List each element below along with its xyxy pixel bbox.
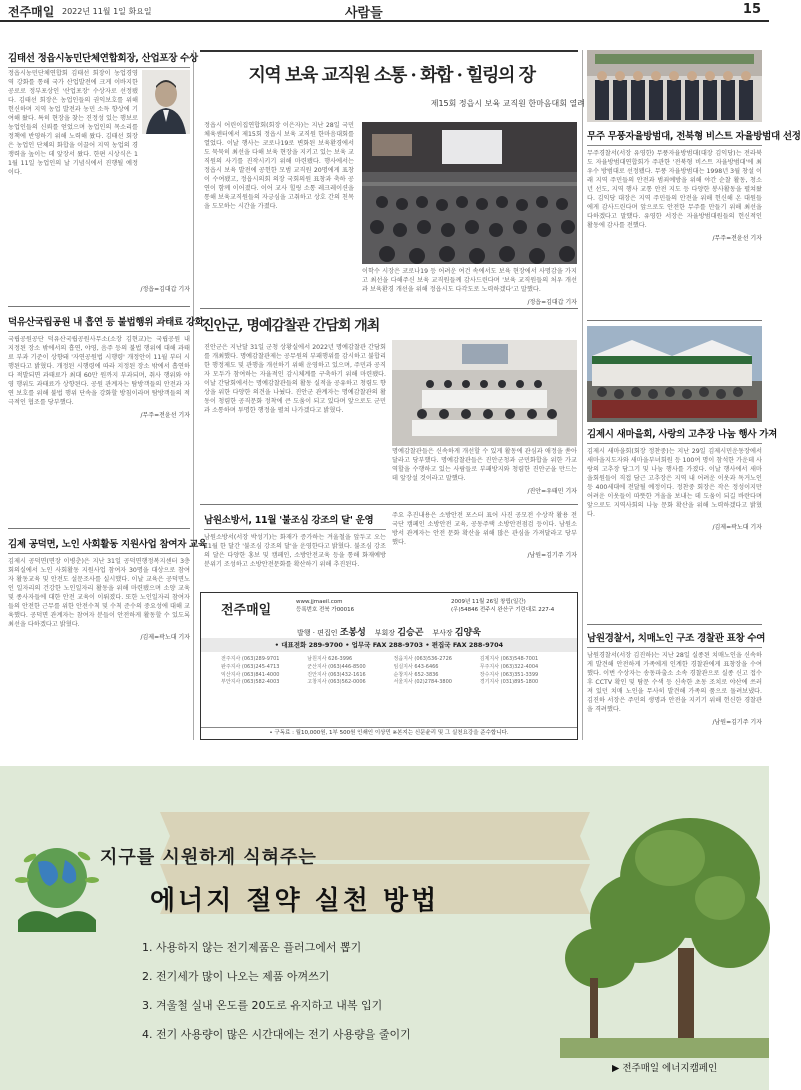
article-headline: 덕유산국립공원 내 흡연 등 불법행위 과태료 강화 <box>8 314 190 332</box>
portrait-photo <box>142 70 190 134</box>
page-number: 15 <box>742 2 761 17</box>
article-headline: 김태선 정읍시농민단체연합회장, 산업포장 수상 <box>8 50 190 68</box>
article-muju <box>587 128 801 318</box>
article-body: 국립공원공단 덕유산국립공원사무소(소장 김현교)는 국립공원 내 지정된 장소 밖에서의 흡연, 야영, 음주 등의 불법 행위에 대해 과태료 부과 기준이 상향돼 '자연공원법 시행령' 개정안이 11월 부터 시행된다고 밝혔다. 개정된 시행령에 따라 지정된 장소 밖에서 흡연하다 적발되면 과태료가 최대 60만 원까지 부과되며, 취사 행위와 야영 행위도 과태료가 상향된다. 공원 관계자는 탐방객들의 안전과 자연 보호를 위해 불법 행위 단속을 강화할 방침이라며 탐방객들의 적극적인 협조를 당부했다. <box>8 336 190 406</box>
bureau-entry: 임실지사 643-6466 <box>393 663 439 670</box>
bureau-entry: 경기지사 (031)895-1800 <box>479 679 539 686</box>
divider <box>587 320 762 321</box>
article-gimje <box>8 536 207 740</box>
feature-title: 지역 보육 교직원 소통 · 화합 · 힐링의 장 <box>248 65 535 86</box>
ad-top-band <box>0 748 769 766</box>
bureau-entry: 김제지사 (063)548-7001 <box>479 656 539 662</box>
article-byline: /김제=곽노대 기자 <box>140 633 190 641</box>
teacher-text-left <box>204 122 354 300</box>
bureau-entry: 서울지사 (02)2784-3800 <box>393 679 452 686</box>
jinan-text-right <box>392 448 577 496</box>
bureau-entry: 부안지사 (063)582-4003 <box>221 679 280 686</box>
article-body: 이학수 시장은 코로나19 등 어려운 여건 속에서도 보육 현장에서 사명감을 가지고 최선을 다해주신 보육 교직원들께 감사드린다며 '보육 교직원들의 처우 개선과 보육환경 개선을 위해 정읍시도 다각도로 노력하겠다'고 말했다. <box>362 268 577 293</box>
staff-role: 부사장 <box>432 629 453 637</box>
bureau-entry: 익산지사 (063)841-4000 <box>221 671 280 678</box>
masthead-reg: 등록번호 전북 가00016 <box>296 607 355 614</box>
kim-award-text <box>8 70 138 290</box>
article-byline: /정읍=김대갑 기자 <box>527 298 577 306</box>
outdoor-tent-image <box>587 326 762 422</box>
article-saemaeul <box>587 426 778 616</box>
article-body: 남원경찰서(서장 김진하)는 지난 28일 실종된 치매노인을 신속하게 발견해 안전하게 가족에게 인계한 경찰관에게 표창장을 수여했다. 이번 수상자는 송동파출소 소속 경찰관으로 실종 신고 접수 후 CCTV 확인 및 탐문 수색 등 신속한 초동 조치로 야산에 쓰러져 있던 치매 노인을 무사히 발견해 가족의 품으로 돌려보냈다. 김진하 서장은 주민의 생명과 안전을 지키기 위해 헌신한 경찰관을 격려했다. <box>587 652 762 713</box>
divider <box>587 624 762 625</box>
article-headline: 김제 공덕면, 노인 사회활동 지원사업 참여자 교육 <box>8 536 190 554</box>
meeting-room-image <box>392 340 577 446</box>
article-body: 진안군은 지난달 31일 군청 상황실에서 2022년 명예감찰관 간담회를 개최했다. 명예감찰관제는 공무원의 부패행위를 감시하고 불합리한 행정제도 및 관행을 개선하기 위해 운영하고 있으며, 주민과 공직자 모두가 참여하는 자율적인 감시체계를 구축하기 위해 마련됐다. 이날 간담회에서는 명예감찰관들의 활동 실적을 공유하고 청렴도 향상을 위한 다양한 의견을 나눴다. 진안군 관계자는 명예감찰관의 활동이 청렴한 공직문화 정착에 큰 도움이 되고 있다며 앞으로도 군민과 소통하며 투명한 행정을 펼쳐 나가겠다고 밝혔다. <box>204 344 386 414</box>
article-byline: /남원=김기주 기자 <box>527 551 577 559</box>
column-divider <box>193 50 194 740</box>
staff-role: 발행 · 편집인 <box>297 629 338 637</box>
bureau-entry: 완주지사 (063)245-4713 <box>221 663 280 670</box>
bureau-entry: 진안지사 (063)432-1616 <box>307 671 366 678</box>
masthead-website: www.jjmaeil.com <box>296 599 343 605</box>
divider <box>200 504 578 505</box>
article-body: 무주경찰서(서장 유영한) 무풍자율방범대(대장 김익당)는 전라북도 자율방범대연합회가 주관한 '전북형 비스트 자율방범대'에 최우수 방범대로 선정됐다. 무풍 자율방범대는 1998년 3월 창설 이래 지역 주민들의 안전과 범죄예방을 위해 야간 순찰 활동, 청소년 선도, 지역 행사 교통 안전 지도 등 다양한 봉사활동을 펼쳐왔다. 김익당 대장은 지역 주민들의 안전을 위해 헌신해 온 대원들에게 감사드린다며 앞으로도 안전한 무주를 만들기 위해 최선을 다하겠다고 말했다. 유영한 서장은 자율방범대원들의 헌신적인 활동에 감사를 전했다. <box>587 150 762 229</box>
muju-group-photo <box>587 50 762 122</box>
saemaeul-event-photo <box>587 326 762 422</box>
article-body: 명예감찰관들은 신속하게 개선할 수 있게 활동에 관심과 애정을 쏟아 달라고 당부했다. 명예감찰관들은 진안군청과 군민화합을 위한 가교역할을 수행하고 있는 사람들로 부패방지와 청렴한 진안군을 만드는 데 앞장설 것이라고 말했다. <box>392 448 577 482</box>
ad-main-title: 에너지 절약 실천 방법 <box>150 886 440 916</box>
divider <box>200 308 578 309</box>
article-namwon-fire <box>204 512 386 590</box>
jinan-text-left <box>204 344 386 494</box>
article-byline: /진안=우태민 기자 <box>527 487 577 495</box>
bureau-entry: 순창지사 652-3836 <box>393 671 439 678</box>
column-divider <box>582 50 583 740</box>
article-byline: /정읍=김대갑 기자 <box>140 286 190 293</box>
article-byline: /김제=곽노대 기자 <box>712 523 762 531</box>
staff-role: 부회장 <box>374 629 396 637</box>
divider <box>8 528 190 529</box>
article-body: 김제시 새마을회(회장 정찬중)는 지난 29일 김제시민운동장에서 새마을지도자와 새마을부녀회원 등 100여 명이 참석한 가운데 사랑의 고추장 담그기 및 나눔 행사를 가졌다. 이날 행사에서 새마을회원들이 직접 담근 고추장은 지역 내 어려운 이웃과 독거노인 등 400세대에 전달될 예정이다. 정찬중 회장은 작은 정성이지만 어려운 이웃들이 따뜻한 겨울을 보내는 데 도움이 되길 바란다며 앞으로도 지역사회의 나눔 문화 확산을 위해 노력하겠다고 밝혔다. <box>587 448 763 518</box>
article-body: 정읍시농민단체연합회 김태선 회장이 농업경영역 강화를 통해 국가 산업발전에 크게 이바지한 공로로 정부포상인 '산업포장' 수상자로 선정됐다. 김태선 회장은 농업인들의 권익보호를 위해 헌신하며 지역 농업 발전과 농민 소득 향상에 기여해 왔다. 특히 현장을 찾는 진정성 있는 행보로 농업인들의 신뢰를 얻었으며 농업인의 목소리를 정책에 반영하기 위해 노력해 왔다. 김태선 회장은 농업인 단체의 화합을 이끌어 지역 농업의 경쟁력을 높이는 데 앞장서 왔다. 한편 시상식은 11월 11일 농업인의 날 기념식에서 진행될 예정이다. <box>8 70 138 176</box>
divider <box>200 50 578 52</box>
bureau-entry: 전주지사 (063)289-9701 <box>221 656 280 662</box>
teacher-text-right <box>362 268 577 304</box>
bureau-entry: 군산지사 (063)446-8500 <box>307 663 366 670</box>
masthead-box <box>200 592 578 740</box>
bureau-entry: 남원지사 626-3996 <box>307 656 353 662</box>
feature-subtitle: 제15회 정읍시 보육 교직원 한마음대회 열려 <box>430 99 585 108</box>
ad-small-title: 지구를 시원하게 식혀주는 <box>100 847 317 868</box>
article-body: 주요 추진내용은 소방안전 포스터 표어 사진 공모전 수상작 활용 전국단 캠페인 소방안전 교육, 공동주택 소방안전점검 등이다. 남원소방서 관계자는 안전 문화 확산을 위해 많은 관심을 가져달라고 당부했다. <box>392 512 577 546</box>
article-body: 김제시 공덕면(면장 이병춘)은 지난 31일 공덕면행정복지센터 3층 회의실에서 노인 사회활동 지원사업 참여자 30명을 대상으로 참여자 활동교육 및 안전도 설문조사를 실시했다. 이날 교육은 공덕면노인 일자리의 건강한 노인일자리 활동을 위해 마련됐으며 소양 교육 및 종사자들에 대한 안전 교육이 이뤄졌다. 또한 노인일자리 참여자들의 안전한 근무를 위한 안전수칙 및 수칙 준수의 중요성에 대해 교육했다. 공덕면 관계자는 참여자 분들이 안전하게 활동할 수 있도록 최선을 다하겠다고 밝혔다. <box>8 558 190 628</box>
bureau-entry: 무주지사 (063)322-4004 <box>479 663 539 670</box>
section-title: 사람들 <box>345 6 383 21</box>
globe-hands-icon <box>10 840 105 940</box>
article-headline: 김제시 새마을회, 사랑의 고추장 나눔 행사 가져 <box>587 426 762 444</box>
masthead-info <box>451 598 554 615</box>
jinan-meeting-photo <box>392 340 577 446</box>
tips-list <box>142 933 411 1049</box>
article-headline: 무주 무풍자율방범대, 전북형 비스트 자율방범대 선정 <box>587 128 762 146</box>
divider <box>8 306 190 307</box>
bureau-entry: 정읍지사 (063)536-2726 <box>393 656 452 662</box>
staff-name: 김승곤 <box>397 628 424 638</box>
article-headline: 남원경찰서, 치매노인 구조 경찰관 표창 수여 <box>587 630 762 648</box>
tip-item: 2. 전기세가 많이 나오는 제품 아껴쓰기 <box>142 970 330 983</box>
bureau-list <box>221 656 566 687</box>
tip-item: 1. 사용하지 않는 전기제품은 플러그에서 뽑기 <box>142 941 362 954</box>
jinan-title: 진안군, 명예감찰관 간담회 개최 <box>201 318 380 334</box>
tip-item: 3. 겨울철 실내 온도를 20도로 유지하고 내복 입기 <box>142 999 383 1012</box>
teacher-event-photo <box>362 122 577 264</box>
kim-award-byline-box <box>8 282 190 294</box>
paper-logo: 전주매일 <box>8 5 55 19</box>
namwon-fire-text-right <box>392 512 577 590</box>
portrait-image <box>142 70 190 134</box>
article-body: 남원소방서(서장 박성기)는 화재가 증가하는 겨울철을 앞두고 오는 11월 한 달간 '불조심 강조의 달'을 운영한다고 밝혔다. 불조심 강조의 달은 다양한 홍보 및 캠페인, 소방안전교육 등을 통해 화재예방 분위기 조성하고 소방안전문화를 확산하기 위해 추진된다. <box>204 534 386 568</box>
article-deogyu <box>8 314 204 524</box>
masthead-founded: 2009년 11월 26일 창립(일간) <box>451 599 526 605</box>
article-body: 정읍시 어린이집연합회(회장 이은자)는 지난 28일 국민체육센터에서 제15회 정읍시 보육 교직원 한마음대회를 열었다. 이날 행사는 코로나19로 변화된 보육환경에서도 묵묵히 최선을 다해 보육 현장을 지키고 있는 보육 교직원의 사기를 진작시키기 위해 마련됐다. 행사에서는 정읍시 보육 발전에 공헌한 모범 교직원 20명에게 표창이 수여됐고, 정읍시의회 의장 국회의원 표창과 축하 공연이 함께 이어졌다. 이어 교사 힐링 소통 레크레이션을 통해 보육교직원들의 자긍심을 고취하고 상호 간의 친목을 도모하는 시간을 가졌다. <box>204 122 354 210</box>
campaign-label: ▶ 전주매일 에너지캠페인 <box>612 1063 718 1074</box>
masthead-web <box>296 598 354 615</box>
energy-campaign-ad <box>0 748 769 1090</box>
article-headline: 남원소방서, 11월 '불조심 강조의 달' 운영 <box>204 512 386 530</box>
article-byline: /무주=전윤선 기자 <box>712 234 762 242</box>
bureau-entry: 장수지사 (063)351-3399 <box>479 671 539 678</box>
page-header <box>0 0 769 22</box>
issue-date: 2022년 11월 1일 화요일 <box>62 7 152 16</box>
tree-illustration <box>560 808 769 1058</box>
article-byline: /무주=전윤선 기자 <box>140 411 190 419</box>
masthead-footer: • 구독료 : 월10,000원, 1부 500원 인쇄인 이상민 ※본지는 신문윤리 및 그 실천요강을 준수합니다. <box>201 727 577 739</box>
article-namwon-police <box>587 630 766 742</box>
masthead-staff <box>201 625 577 638</box>
staff-name: 조봉성 <box>339 628 366 638</box>
bureau-entry: 고창지사 (063)562-0006 <box>307 679 366 686</box>
group-photo-image <box>587 50 762 122</box>
masthead-brand: 전주매일 <box>221 603 272 618</box>
article-byline: /남원=김기주 기자 <box>712 718 762 726</box>
event-hall-image <box>362 122 577 264</box>
masthead-address: (우)54846 전주시 완산구 기린대로 227-4 <box>451 607 555 614</box>
masthead-phones: • 대표전화 289-9700 • 업무국 FAX 288-9703 • 편집국 FAX 288-9704 <box>201 638 577 652</box>
tip-item: 4. 전기 사용량이 많은 시간대에는 전기 사용량을 줄이기 <box>142 1028 411 1041</box>
staff-name: 김양욱 <box>454 628 481 638</box>
